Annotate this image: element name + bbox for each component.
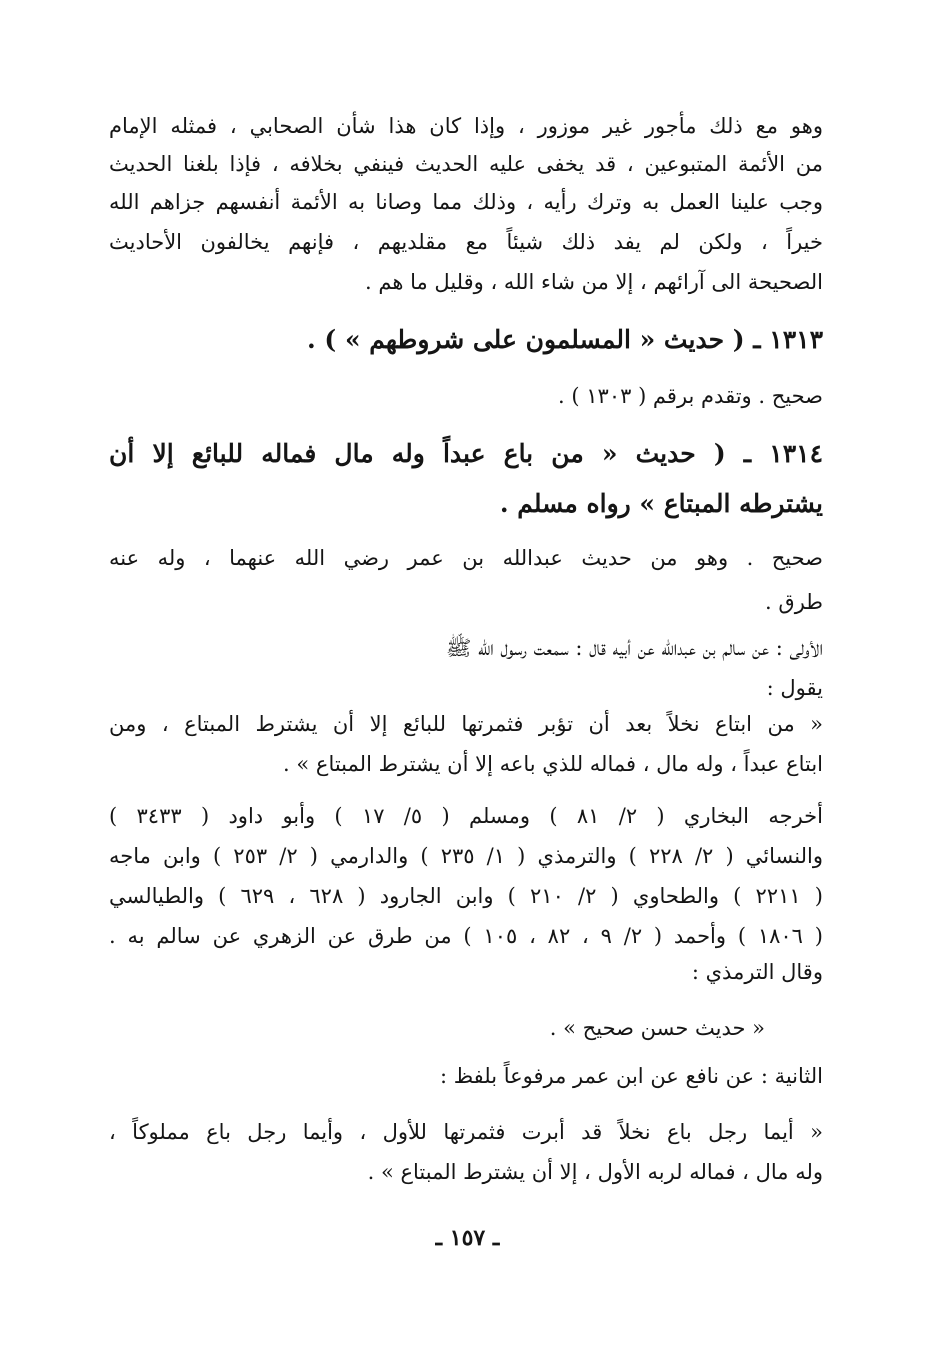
hadith-1314-heading: يشترطه المبتاع » رواه مسلم . (499, 489, 823, 518)
second-text-line: وله مال ، فماله لربه الأول ، إلا أن يشترط المبتاع » . (367, 1160, 823, 1184)
first-path-line: الأولى : عن سالم بن عبدالله عن أبيه قال : سمعت رسول الله ﷺ (445, 636, 823, 660)
second-path-line: الثانية : عن نافع عن ابن عمر مرفوعاً بلفظ : (439, 1064, 823, 1088)
hadith-1313-note: صحيح . وتقدم برقم ( ١٣٠٣ ) . (558, 384, 823, 408)
second-text-line: « أيما رجل باع نخلاً قد أبرت فثمرتها للأول ، وأيما رجل باع مملوكاً ، (109, 1120, 823, 1144)
verdict-line: طرق . (765, 590, 823, 614)
takhrij-line: وقال الترمذي : (691, 960, 823, 984)
first-path-line: يقول : (766, 676, 823, 700)
intro-line: من الأئمة المتبوعين ، قد يخفى عليه الحديث فينفي بخلافه ، فإذا بلغنا الحديث (109, 152, 823, 176)
takhrij-line: ( ١٨٠٦ ) وأحمد ( ٢/ ٩ ، ٨٢ ، ١٠٥ ) من طرق عن الزهري عن سالم به . (109, 924, 823, 948)
hadith-1314-heading: ١٣١٤ ـ ( حديث « من باع عبداً وله مال فماله للبائع إلا أن (109, 439, 823, 468)
verdict-line: صحيح . وهو من حديث عبدالله بن عمر رضي الله عنهما ، وله عنه (109, 546, 823, 570)
first-text-line: ابتاع عبداً ، وله مال ، فماله للذي باعه إلا أن يشترط المبتاع » . (283, 752, 823, 776)
page-number: ـ ١٥٧ ـ (435, 1225, 500, 1251)
takhrij-line: ( ٢٢١١ ) والطحاوي ( ٢/ ٢١٠ ) وابن الجارود ( ٦٢٨ ، ٦٢٩ ) والطيالسي (109, 884, 823, 908)
tirmidhi-quote: « حديث حسن صحيح » . (549, 1016, 765, 1040)
takhrij-line: والنسائي ( ٢/ ٢٢٨ ) والترمذي ( ١/ ٢٣٥ ) والدارمي ( ٢/ ٢٥٣ ) وابن ماجه (109, 844, 823, 868)
takhrij-line: أخرجه البخاري ( ٢/ ٨١ ) ومسلم ( ٥/ ١٧ ) وأبو داود ( ٣٤٣٣ ) (109, 804, 823, 828)
hadith-1313-heading: ١٣١٣ ـ ( حديث « المسلمون على شروطهم » ) . (307, 325, 823, 354)
intro-line: وهو مع ذلك مأجور غير موزور ، وإذا كان هذا شأن الصحابي ، فمثله الإمام (109, 114, 823, 138)
intro-line: خيراً ، ولكن لم يفد ذلك شيئاً مع مقلديهم ، فإنهم يخالفون الأحاديث (109, 230, 823, 254)
first-text-line: « من ابتاع نخلاً بعد أن تؤبر فثمرتها للبائع إلا أن يشترط المبتاع ، ومن (109, 712, 823, 736)
intro-line: الصحيحة الى آرائهم ، إلا من شاء الله ، وقليل ما هم . (365, 270, 823, 294)
intro-line: وجب علينا العمل به وترك رأيه ، وذلك مما وصانا به الأئمة أنفسهم جزاهم الله (109, 190, 823, 214)
